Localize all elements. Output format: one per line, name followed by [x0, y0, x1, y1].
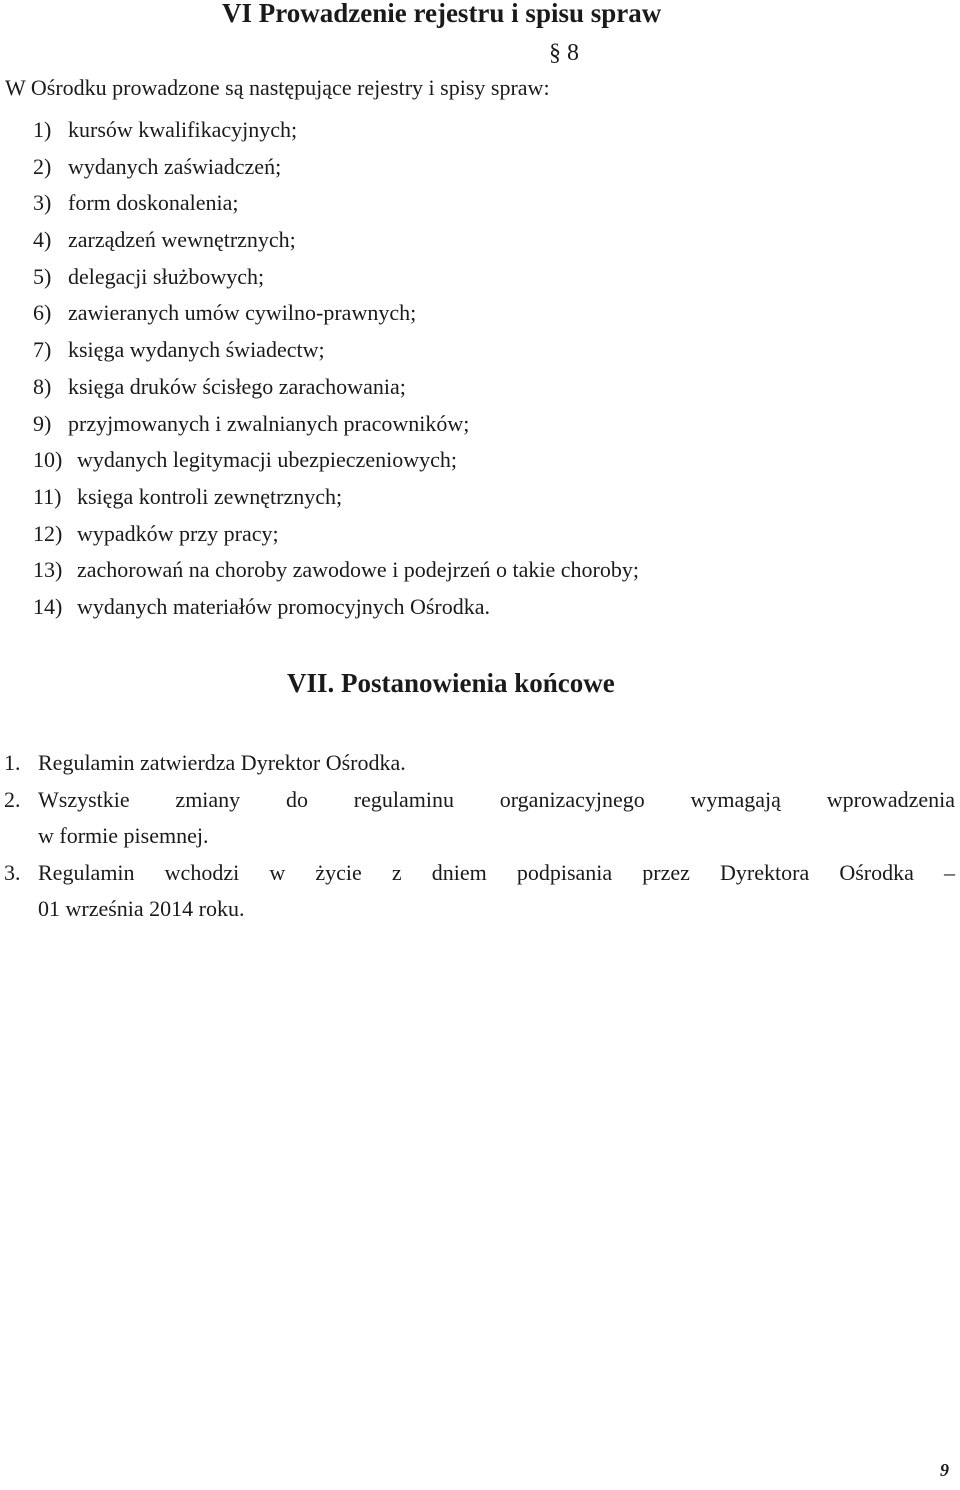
list-item-text: zarządzeń wewnętrznych;	[68, 227, 296, 253]
list-item-number: 3.	[4, 859, 21, 885]
list-item-text: zawieranych umów cywilno-prawnych;	[68, 300, 417, 326]
list-item-number: 14)	[33, 593, 63, 619]
list-item-text: wypadków przy pracy;	[77, 520, 279, 546]
list-item-number: 9)	[33, 410, 52, 436]
list-item-text: kursów kwalifikacyjnych;	[68, 117, 298, 142]
list-item	[0, 745, 960, 782]
list-item	[0, 782, 960, 855]
final-provisions-list	[0, 745, 960, 928]
list-item-text: wydanych zaświadczeń;	[68, 153, 282, 179]
list-item-number: 12)	[33, 520, 63, 546]
list-item-number: 13)	[33, 557, 63, 583]
list-item-number: 2.	[4, 786, 21, 812]
list-item-text-continued: w formie pisemnej.	[38, 823, 209, 848]
paragraph-mark: § 8	[549, 40, 579, 66]
list-item-number: 3)	[33, 190, 52, 216]
page-number: 9	[940, 1460, 949, 1480]
list-item-number: 8)	[33, 373, 52, 399]
list-item-text: wydanych legitymacji ubezpieczeniowych;	[77, 447, 457, 473]
list-item-number: 4)	[33, 227, 52, 253]
list-item-number: 5)	[33, 263, 52, 289]
list-item-text: księga druków ścisłego zarachowania;	[68, 373, 406, 399]
list-item-number: 6)	[33, 300, 52, 326]
list-item-text: księga wydanych świadectw;	[68, 337, 325, 363]
registers-intro: W Ośrodku prowadzone są następujące rejestry i spisy spraw:	[5, 75, 550, 100]
list-item-text: zachorowań na choroby zawodowe i podejrzeń o takie choroby;	[77, 557, 639, 583]
list-item-text: delegacji służbowych;	[68, 263, 265, 289]
list-item-number: 7)	[33, 337, 52, 363]
list-item-number: 10)	[33, 447, 63, 473]
list-item-number: 2)	[33, 153, 52, 179]
list-item-text-continued: 01 września 2014 roku.	[38, 896, 245, 921]
list-item-text: Wszystkie zmiany do regulaminu organizacyjnego wymagają wprowadzenia	[38, 786, 955, 812]
list-item-text: form doskonalenia;	[68, 190, 239, 216]
list-item-text: Regulamin zatwierdza Dyrektor Ośrodka.	[38, 750, 406, 775]
section-6-title: VI Prowadzenie rejestru i spisu spraw	[222, 0, 662, 28]
list-item-number: 1)	[33, 117, 52, 142]
list-item-number: 1.	[4, 750, 21, 775]
list-item	[0, 855, 960, 928]
list-item-text: wydanych materiałów promocyjnych Ośrodka.	[77, 593, 490, 619]
list-item-text: Regulamin wchodzi w życie z dniem podpisania przez Dyrektora Ośrodka –	[38, 859, 955, 885]
list-item-number: 11)	[33, 483, 62, 509]
section-7-title: VII. Postanowienia końcowe	[287, 668, 615, 698]
list-item-text: przyjmowanych i zwalnianych pracowników;	[68, 410, 470, 436]
list-item-text: księga kontroli zewnętrznych;	[77, 483, 343, 509]
